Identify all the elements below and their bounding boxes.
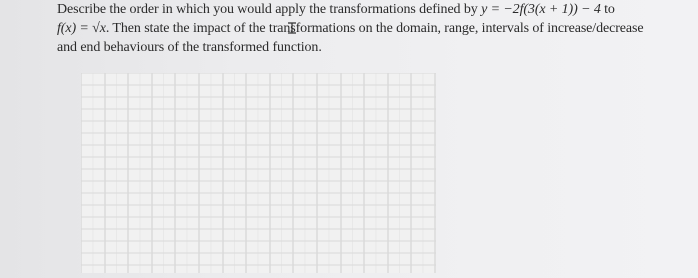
question-line-1-text: Describe the order in which you would apply the transformations defined by [57,2,482,17]
text-cursor-icon [287,22,297,34]
question-line-1-end: to [600,2,615,17]
question-line-1 [57,0,698,19]
question-line-3: and end behaviours of the transformed function. [57,40,322,55]
transformation-equation: y = −2f(3(x + 1)) − 4 [481,2,601,17]
question-line-2 [57,19,698,38]
question-text [57,0,698,57]
base-function: f(x) = √x [57,21,106,36]
graph-paper [81,73,436,273]
graph-grid [81,73,436,273]
question-line-2-text: . Then state the impact of the transformations on the domain, range, intervals of increase/decrease [105,21,644,36]
